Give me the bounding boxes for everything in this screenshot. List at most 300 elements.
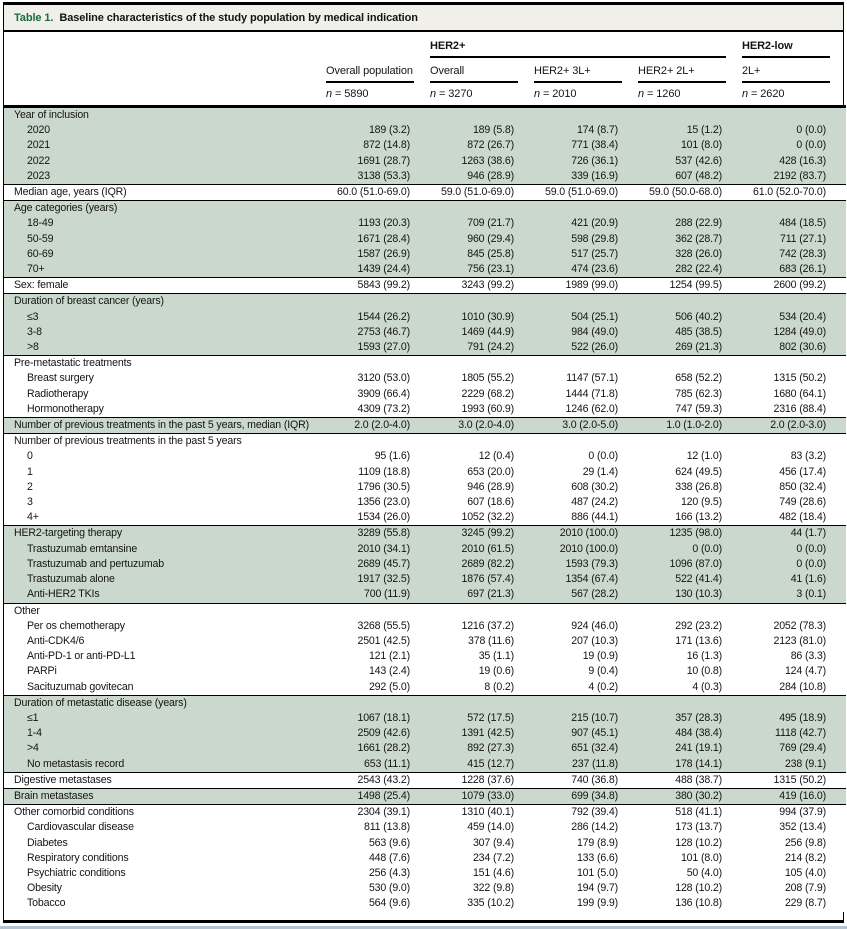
- cell-value: 564 (9.6): [368, 897, 410, 910]
- cell-value: [326, 434, 430, 450]
- cell-value: 1691 (28.7): [357, 154, 410, 167]
- cell-value: 872 (26.7): [467, 139, 514, 152]
- cell-value: 683 (26.1): [779, 263, 826, 276]
- sample-size: n = 3270: [430, 88, 473, 100]
- cell-value: [534, 201, 638, 217]
- cell-value: 2753 (46.7): [357, 325, 410, 338]
- cell-value: [534, 294, 638, 310]
- sample-size: n = 5890: [326, 88, 369, 100]
- table-row: [4, 216, 846, 231]
- cell-value: 517 (25.7): [571, 247, 618, 260]
- table-row: [4, 649, 846, 664]
- cell-value: 4309 (73.2): [357, 402, 410, 415]
- cell-value: [638, 695, 742, 711]
- row-label: 70+: [27, 263, 45, 276]
- cell-value: 59.0 (51.0-69.0): [545, 186, 618, 199]
- cell-value: 10 (0.8): [686, 665, 722, 678]
- table-row: [4, 418, 846, 434]
- table-row: [4, 820, 846, 835]
- cell-value: 215 (10.7): [571, 711, 618, 724]
- cell-value: [742, 695, 846, 711]
- cell-value: 1534 (26.0): [357, 511, 410, 524]
- row-label: Duration of breast cancer (years): [14, 295, 164, 308]
- cell-value: [430, 434, 534, 450]
- table-section: [4, 356, 846, 418]
- cell-value: 2.0 (2.0-3.0): [770, 419, 826, 432]
- cell-value: 357 (28.3): [675, 711, 722, 724]
- cell-value: 4 (0.3): [692, 680, 722, 693]
- table-row: [4, 695, 846, 711]
- cell-value: 1587 (26.9): [357, 247, 410, 260]
- cell-value: 199 (9.9): [576, 897, 618, 910]
- sample-size: n = 2010: [534, 88, 577, 100]
- cell-value: 3.0 (2.0-5.0): [562, 419, 618, 432]
- row-label: 2022: [27, 154, 50, 167]
- cell-value: 742 (28.3): [779, 247, 826, 260]
- cell-value: [742, 356, 846, 372]
- cell-value: 12 (0.4): [478, 450, 514, 463]
- cell-value: 95 (1.6): [374, 450, 410, 463]
- cell-value: 653 (11.1): [363, 757, 410, 770]
- table-row: [4, 510, 846, 526]
- cell-value: 3245 (99.2): [461, 527, 514, 540]
- cell-value: 241 (19.1): [675, 742, 722, 755]
- row-label: 1-4: [27, 727, 42, 740]
- cell-value: 700 (11.9): [363, 588, 410, 601]
- cell-value: 128 (10.2): [675, 882, 722, 895]
- table-row: [4, 340, 846, 356]
- cell-value: 1147 (57.1): [566, 372, 618, 385]
- cell-value: 282 (22.4): [675, 263, 722, 276]
- cell-value: 1010 (30.9): [461, 310, 514, 323]
- cell-value: 1989 (99.0): [565, 279, 618, 292]
- cell-value: 2052 (78.3): [773, 619, 826, 632]
- table-section: [4, 107, 846, 185]
- cell-value: 189 (5.8): [472, 124, 514, 137]
- cell-value: 189 (3.2): [368, 124, 410, 137]
- row-label: Other: [14, 604, 40, 617]
- cell-value: 16 (1.3): [686, 650, 722, 663]
- cell-value: 8 (0.2): [484, 680, 514, 693]
- cell-value: 2010 (100.0): [559, 542, 618, 555]
- cell-value: 284 (10.8): [779, 680, 826, 693]
- cell-value: 237 (11.8): [571, 757, 618, 770]
- cell-value: 4 (0.2): [588, 680, 618, 693]
- table-row: [4, 402, 846, 418]
- cell-value: 537 (42.6): [675, 154, 722, 167]
- cell-value: [742, 107, 846, 124]
- row-label: 2: [27, 480, 33, 493]
- cell-value: 495 (18.9): [779, 711, 826, 724]
- cell-value: 256 (9.8): [784, 836, 826, 849]
- cell-value: [430, 356, 534, 372]
- cell-value: [534, 434, 638, 450]
- cell-value: [638, 201, 742, 217]
- cell-value: 19 (0.9): [582, 650, 618, 663]
- row-label: 60-69: [27, 247, 54, 260]
- table-row: [4, 542, 846, 557]
- cell-value: 269 (21.3): [675, 341, 722, 354]
- row-label: 1: [27, 465, 33, 478]
- table-frame: [3, 2, 844, 923]
- cell-value: 428 (16.3): [779, 154, 826, 167]
- cell-value: 1216 (37.2): [461, 619, 514, 632]
- cell-value: 0 (0.0): [692, 542, 722, 555]
- cell-value: 1228 (37.6): [461, 773, 514, 786]
- row-label: Median age, years (IQR): [14, 186, 127, 199]
- row-label: ≤3: [27, 310, 39, 323]
- row-label: 2023: [27, 169, 50, 182]
- table-row: [4, 896, 846, 911]
- cell-value: 35 (1.1): [478, 650, 514, 663]
- sample-size: n = 2620: [742, 88, 785, 100]
- cell-value: [534, 603, 638, 619]
- cell-value: 504 (25.1): [571, 310, 618, 323]
- cell-value: 0 (0.0): [796, 542, 826, 555]
- table-section: [4, 434, 846, 526]
- cell-value: 960 (29.4): [467, 232, 514, 245]
- table-section: [4, 695, 846, 772]
- row-label: Sex: female: [14, 279, 69, 292]
- cell-value: 3 (0.1): [796, 588, 826, 601]
- row-label: Hormonotherapy: [27, 402, 104, 415]
- cell-value: 1315 (50.2): [773, 773, 826, 786]
- cell-value: 485 (38.5): [675, 325, 722, 338]
- cell-value: 892 (27.3): [467, 742, 514, 755]
- cell-value: 44 (1.7): [790, 527, 826, 540]
- cell-value: 2123 (81.0): [773, 634, 826, 647]
- cell-value: 335 (10.2): [467, 897, 514, 910]
- cell-value: 1079 (33.0): [461, 789, 514, 802]
- table-row: [4, 757, 846, 773]
- row-label: Cardiovascular disease: [27, 821, 134, 834]
- cell-value: [638, 356, 742, 372]
- cell-value: 136 (10.8): [675, 897, 722, 910]
- cell-value: 322 (9.8): [472, 882, 514, 895]
- cell-value: [742, 434, 846, 450]
- cell-value: 1284 (49.0): [773, 325, 826, 338]
- cell-value: [742, 603, 846, 619]
- empty-cell: [4, 83, 326, 107]
- table-section: [4, 201, 846, 278]
- cell-value: 1917 (32.5): [357, 573, 410, 586]
- cell-value: 484 (18.5): [779, 217, 826, 230]
- cell-value: 2304 (39.1): [357, 806, 410, 819]
- cell-value: 484 (38.4): [675, 727, 722, 740]
- cell-value: 785 (62.3): [675, 387, 722, 400]
- cell-value: 1235 (98.0): [669, 527, 722, 540]
- column-header-her2pos-overall: Overall: [430, 58, 534, 83]
- row-label: Per os chemotherapy: [27, 619, 125, 632]
- cell-value: 59.0 (50.0-68.0): [649, 186, 722, 199]
- cell-value: 653 (20.0): [467, 465, 514, 478]
- row-label: >4: [27, 742, 39, 755]
- cell-value: 59.0 (51.0-69.0): [441, 186, 514, 199]
- cell-value: 522 (41.4): [675, 573, 722, 586]
- table-section: [4, 603, 846, 695]
- her2-positive-group-header: HER2+: [430, 32, 742, 58]
- cell-value: 651 (32.4): [571, 742, 618, 755]
- column-header-row: [4, 58, 846, 83]
- cell-value: 0 (0.0): [796, 557, 826, 570]
- cell-value: 563 (9.6): [368, 836, 410, 849]
- cell-value: [430, 294, 534, 310]
- cell-value: 1052 (32.2): [461, 511, 514, 524]
- cell-value: 802 (30.6): [779, 341, 826, 354]
- cell-value: 2689 (82.2): [461, 557, 514, 570]
- cell-value: 208 (7.9): [784, 882, 826, 895]
- cell-value: 1593 (27.0): [357, 341, 410, 354]
- cell-value: 151 (4.6): [472, 866, 514, 879]
- cell-value: 534 (20.4): [779, 310, 826, 323]
- table-row: [4, 711, 846, 726]
- row-label: Trastuzumab and pertuzumab: [27, 557, 165, 570]
- cell-value: 924 (46.0): [571, 619, 618, 632]
- cell-value: 207 (10.3): [571, 634, 618, 647]
- cell-value: 0 (0.0): [796, 124, 826, 137]
- cell-value: 121 (2.1): [368, 650, 410, 663]
- cell-value: 178 (14.1): [675, 757, 722, 770]
- cell-value: 120 (9.5): [680, 496, 722, 509]
- cell-value: 756 (23.1): [467, 263, 514, 276]
- cell-value: 143 (2.4): [368, 665, 410, 678]
- cell-value: 0 (0.0): [796, 139, 826, 152]
- cell-value: 12 (1.0): [686, 450, 722, 463]
- table-row: [4, 387, 846, 402]
- cell-value: 1439 (24.4): [357, 263, 410, 276]
- row-label: 50-59: [27, 232, 54, 245]
- row-label: ≤1: [27, 711, 39, 724]
- cell-value: 105 (4.0): [784, 866, 826, 879]
- cell-value: 173 (13.7): [675, 821, 722, 834]
- row-label: 3: [27, 496, 33, 509]
- cell-value: 1680 (64.1): [773, 387, 826, 400]
- cell-value: 15 (1.2): [686, 124, 722, 137]
- row-label: Trastuzumab alone: [27, 573, 115, 586]
- table-section: [4, 526, 846, 603]
- cell-value: 1356 (23.0): [357, 496, 410, 509]
- cell-value: 886 (44.1): [571, 511, 618, 524]
- cell-value: 506 (40.2): [675, 310, 722, 323]
- cell-value: 41 (1.6): [790, 573, 826, 586]
- table-row: [4, 138, 846, 153]
- cell-value: 1096 (87.0): [669, 557, 722, 570]
- cell-value: 292 (5.0): [368, 680, 410, 693]
- cell-value: [638, 294, 742, 310]
- table-row: [4, 262, 846, 278]
- row-label: Duration of metastatic disease (years): [14, 696, 187, 709]
- cell-value: [326, 294, 430, 310]
- cell-value: [638, 107, 742, 124]
- table-row: [4, 805, 846, 821]
- table-row: [4, 881, 846, 896]
- row-label: Diabetes: [27, 836, 68, 849]
- cell-value: 658 (52.2): [675, 372, 722, 385]
- cell-value: 419 (16.0): [779, 789, 826, 802]
- cell-value: 1469 (44.9): [461, 325, 514, 338]
- row-label: Radiotherapy: [27, 387, 89, 400]
- table-row: [4, 587, 846, 603]
- cell-value: 19 (0.6): [478, 665, 514, 678]
- cell-value: 697 (21.3): [467, 588, 514, 601]
- table-row: [4, 526, 846, 542]
- cell-value: 3.0 (2.0-4.0): [458, 419, 514, 432]
- cell-value: 9 (0.4): [588, 665, 618, 678]
- cell-value: 845 (25.8): [467, 247, 514, 260]
- cell-value: 567 (28.2): [571, 588, 618, 601]
- table-row: [4, 185, 846, 201]
- row-label: PARPi: [27, 665, 57, 678]
- row-label: HER2-targeting therapy: [14, 527, 122, 540]
- sample-size: n = 1260: [638, 88, 681, 100]
- table-row: [4, 169, 846, 185]
- cell-value: 1805 (55.2): [461, 372, 514, 385]
- table-row: [4, 480, 846, 495]
- cell-value: 2543 (43.2): [357, 773, 410, 786]
- cell-value: 608 (30.2): [571, 480, 618, 493]
- table-row: [4, 788, 846, 804]
- cell-value: 1876 (57.4): [461, 573, 514, 586]
- cell-value: 2192 (83.7): [773, 169, 826, 182]
- row-label: Obesity: [27, 882, 62, 895]
- table-section: [4, 185, 846, 201]
- cell-value: 1444 (71.8): [565, 387, 618, 400]
- cell-value: 946 (28.9): [467, 480, 514, 493]
- her2-low-group-header: HER2-low: [742, 32, 846, 58]
- table-row: [4, 449, 846, 464]
- cell-value: 624 (49.5): [675, 465, 722, 478]
- cell-value: 2600 (99.2): [773, 279, 826, 292]
- cell-value: 171 (13.6): [675, 634, 722, 647]
- table-row: [4, 154, 846, 169]
- table-row: [4, 866, 846, 881]
- table-title: Baseline characteristics of the study population by medical indication: [59, 12, 418, 24]
- cell-value: 1109 (18.8): [358, 465, 410, 478]
- cell-value: 487 (24.2): [571, 496, 618, 509]
- cell-value: 61.0 (52.0-70.0): [753, 186, 826, 199]
- table-row: [4, 619, 846, 634]
- cell-value: 488 (38.7): [675, 773, 722, 786]
- cell-value: 1067 (18.1): [357, 711, 410, 724]
- cell-value: 86 (3.3): [790, 650, 826, 663]
- row-label: Digestive metastases: [14, 773, 112, 786]
- cell-value: 771 (38.4): [571, 139, 618, 152]
- row-label: Number of previous treatments in the past 5 years, median (IQR): [14, 419, 309, 432]
- cell-value: 607 (18.6): [467, 496, 514, 509]
- cell-value: 1310 (40.1): [461, 806, 514, 819]
- cell-value: 5843 (99.2): [357, 279, 410, 292]
- cell-value: 518 (41.1): [675, 806, 722, 819]
- table-row: [4, 465, 846, 480]
- table-row: [4, 232, 846, 247]
- cell-value: 850 (32.4): [779, 480, 826, 493]
- cell-value: 1391 (42.5): [461, 727, 514, 740]
- cell-value: 3909 (66.4): [357, 387, 410, 400]
- sample-size-row: [4, 83, 846, 107]
- cell-value: [534, 107, 638, 124]
- table-row: [4, 294, 846, 310]
- cell-value: 598 (29.8): [571, 232, 618, 245]
- cell-value: 378 (11.6): [467, 634, 514, 647]
- row-label: Breast surgery: [27, 372, 94, 385]
- cell-value: 984 (49.0): [571, 325, 618, 338]
- row-label: Respiratory conditions: [27, 851, 129, 864]
- cell-value: 872 (14.8): [363, 139, 410, 152]
- row-label: Age categories (years): [14, 202, 118, 215]
- cell-value: 128 (10.2): [675, 836, 722, 849]
- cell-value: 238 (9.1): [784, 757, 826, 770]
- cell-value: 101 (8.0): [680, 139, 722, 152]
- cell-value: 994 (37.9): [779, 806, 826, 819]
- cell-value: [638, 603, 742, 619]
- cell-value: 133 (6.6): [576, 851, 618, 864]
- table-section: [4, 278, 846, 294]
- cell-value: [326, 695, 430, 711]
- cell-value: [534, 695, 638, 711]
- cell-value: 1671 (28.4): [357, 232, 410, 245]
- cell-value: 166 (13.2): [675, 511, 722, 524]
- cell-value: 362 (28.7): [675, 232, 722, 245]
- cell-value: 380 (30.2): [675, 789, 722, 802]
- cell-value: 2509 (42.6): [357, 727, 410, 740]
- cell-value: 339 (16.9): [571, 169, 618, 182]
- cell-value: 474 (23.6): [571, 263, 618, 276]
- cell-value: [638, 434, 742, 450]
- cell-value: 0 (0.0): [588, 450, 618, 463]
- empty-cell: [4, 32, 326, 58]
- cell-value: 1254 (99.5): [669, 279, 722, 292]
- cell-value: 2501 (42.5): [357, 634, 410, 647]
- table-section: [4, 788, 846, 804]
- row-label: Brain metastases: [14, 789, 94, 802]
- cell-value: 130 (10.3): [675, 588, 722, 601]
- empty-cell: [4, 58, 326, 83]
- cell-value: 338 (26.8): [675, 480, 722, 493]
- cell-value: 2.0 (2.0-4.0): [354, 419, 410, 432]
- cell-value: 1193 (20.3): [358, 217, 410, 230]
- cell-value: 1118 (42.7): [775, 727, 826, 740]
- cell-value: 328 (26.0): [675, 247, 722, 260]
- column-header-overall-population: Overall population: [326, 58, 430, 83]
- cell-value: [326, 201, 430, 217]
- table-row: [4, 603, 846, 619]
- row-label: Trastuzumab emtansine: [27, 542, 138, 555]
- table-row: [4, 634, 846, 649]
- row-label: Anti-PD-1 or anti-PD-L1: [27, 650, 136, 663]
- cell-value: 29 (1.4): [582, 465, 618, 478]
- table-row: [4, 278, 846, 294]
- cell-value: 522 (26.0): [571, 341, 618, 354]
- table-row: [4, 325, 846, 340]
- cell-value: 572 (17.5): [467, 711, 514, 724]
- table-number: Table 1.: [14, 12, 54, 24]
- table-row: [4, 123, 846, 138]
- cell-value: 214 (8.2): [784, 851, 826, 864]
- row-label: Other comorbid conditions: [14, 806, 134, 819]
- cell-value: 907 (45.1): [571, 727, 618, 740]
- cell-value: 482 (18.4): [779, 511, 826, 524]
- cell-value: 1544 (26.2): [357, 310, 410, 323]
- cell-value: 456 (17.4): [779, 465, 826, 478]
- cell-value: 124 (4.7): [784, 665, 826, 678]
- cell-value: 2316 (88.4): [773, 402, 826, 415]
- cell-value: 101 (5.0): [576, 866, 618, 879]
- row-label: 2020: [27, 124, 50, 137]
- cell-value: [430, 695, 534, 711]
- table-row: [4, 726, 846, 741]
- table-row: [4, 680, 846, 696]
- cell-value: 459 (14.0): [467, 821, 514, 834]
